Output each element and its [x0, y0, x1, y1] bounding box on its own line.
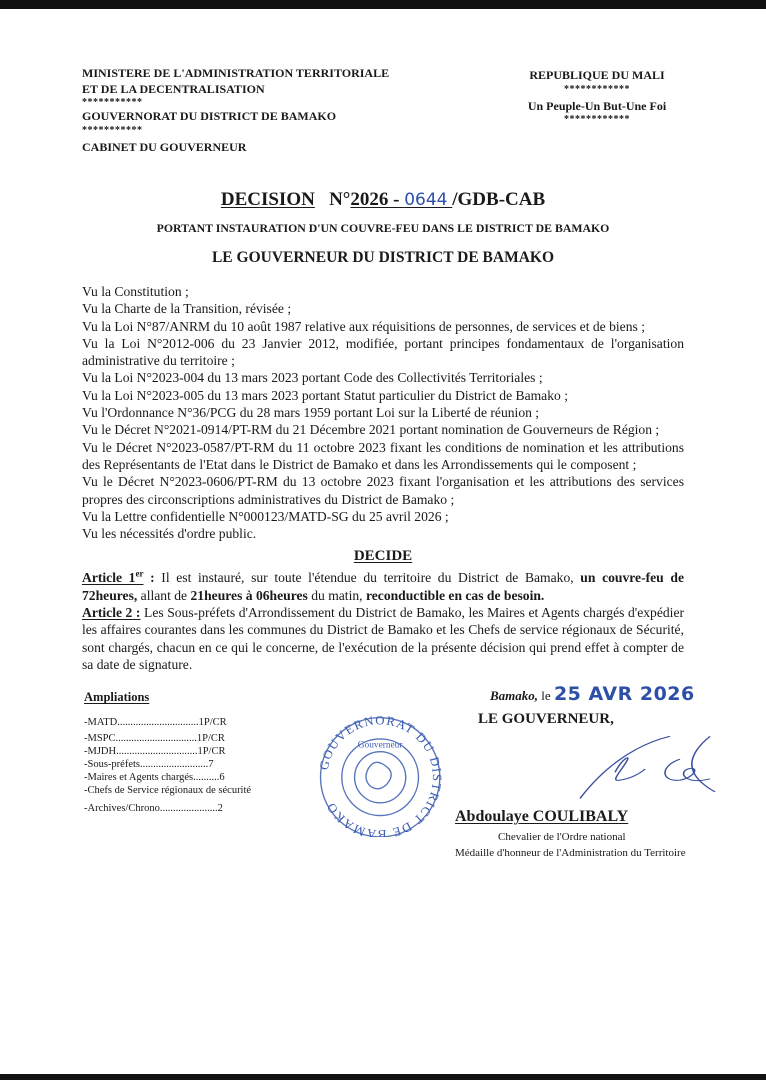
cabinet: CABINET DU GOUVERNEUR: [82, 139, 247, 154]
ministry: MINISTERE DE L'ADMINISTRATION TERRITORIALE: [82, 66, 390, 80]
article-2-label: Article 2 :: [82, 605, 141, 621]
handwritten-signature: [560, 733, 730, 805]
authority-heading: LE GOUVERNEUR DU DISTRICT DE BAMAKO: [211, 249, 555, 266]
article-2: [82, 604, 684, 673]
dots: ..........................: [140, 759, 209, 771]
name: -MATD: [84, 717, 118, 729]
bottom-border: [0, 1074, 766, 1080]
consideration: Vu la Loi N°87/ANRM du 10 août 1987 relative aux réquisitions de personnes, de services et de biens ;: [82, 318, 645, 334]
number-prefix: N°: [329, 189, 351, 210]
number-year: 2026 -: [350, 189, 405, 210]
consideration: Vu la Loi N°2023-004 du 13 mars 2023 portant Code des Collectivités Territoriales ;: [82, 370, 543, 386]
ampliation-row: [84, 802, 304, 815]
dots: ..........: [193, 772, 220, 784]
ampliation-row: [84, 758, 304, 771]
text: allant de: [137, 587, 191, 603]
article-1-colon: :: [143, 570, 155, 586]
signatory-name-text: Abdoulaye COULIBALY: [455, 808, 629, 826]
document-body: [82, 0, 695, 873]
separator: ***********: [82, 97, 143, 108]
text: Il est instauré, sur toute l'étendue du territoire du District de Bamako,: [154, 570, 581, 586]
consideration: Vu les nécessités d'ordre public.: [82, 526, 257, 542]
name: -Archives/Chrono: [84, 803, 160, 815]
governorate: GOUVERNORAT DU DISTRICT DE BAMAKO: [82, 109, 337, 123]
dots: ...............................: [115, 733, 197, 745]
name: -MJDH: [84, 746, 117, 758]
text: du matin,: [307, 587, 366, 603]
ampliation-row: [84, 716, 304, 729]
consideration: Vu la Lettre confidentielle N°000123/MATD-SG du 25 avril 2026 ;: [82, 508, 449, 524]
stamp-inner-text: Gouverneur: [357, 740, 403, 751]
decision-word: DECISION: [220, 189, 315, 210]
separator: ************: [564, 83, 630, 95]
consideration: Vu le Décret N°2023-0606/PT-RM du 13 octobre 2023 fixant l'organisation et les attributions des services propres des circonscriptions administratives du District de Bamako ;: [82, 474, 684, 507]
value: 1P/CR: [198, 717, 227, 729]
stamp-outer-text: GOUVERNORAT DU DISTRICT DE BAMAKO: [316, 713, 445, 838]
consideration: Vu le Décret N°2023-0587/PT-RM du 11 octobre 2023 fixant les conditions de nomination et les attributions des Représentants de l'Etat dans le District de Bamako et dans les Arrondissements qui le composent ;: [82, 439, 684, 472]
articles: [82, 569, 684, 673]
decision-subject: PORTANT INSTAURATION D'UN COUVRE-FEU DANS LE DISTRICT DE BAMAKO: [156, 221, 610, 235]
decide-heading: [82, 547, 684, 565]
article-1: [82, 569, 684, 604]
consideration: Vu la Constitution ;: [82, 284, 189, 299]
ampliations-title-text: Ampliations: [84, 690, 150, 705]
republic: REPUBLIQUE DU MALI: [529, 68, 665, 82]
text: Les Sous-préfets d'Arrondissement du District de Bamako, les Maires et Agents chargés d'expédier les affaires courantes dans les communes du District de Bamako et les Chefs de service régionaux de Sécurité, sont chargés, chacun en ce qui le concerne, de l'exécution de la présente décision qui prend effet à compter de sa date de signature.: [82, 605, 685, 672]
value: 7: [208, 759, 214, 771]
signatory-name: [455, 807, 628, 826]
ampliation-row: [84, 745, 304, 758]
signatory-role: LE GOUVERNEUR,: [478, 711, 614, 728]
name: -Maires et Agents chargés: [84, 772, 194, 784]
place: Bamako,: [490, 688, 539, 704]
ampliation-row: [84, 771, 304, 784]
consideration: Vu la Loi N°2023-005 du 13 mars 2023 portant Statut particulier du District de Bamako ;: [82, 387, 568, 403]
name: -MSPC: [84, 733, 116, 745]
text-bold: reconductible en cas de besoin.: [365, 587, 545, 603]
distinction-1: Chevalier de l'Ordre national: [498, 831, 626, 844]
official-stamp: [312, 709, 450, 837]
separator: ***********: [82, 124, 143, 136]
ampliation-row: [84, 784, 304, 797]
text-bold: un couvre-feu de 72heures,: [82, 570, 684, 603]
dots: ...............................: [117, 717, 199, 729]
number-suffix: /GDB-CAB: [452, 189, 546, 210]
dots: ......................: [159, 803, 218, 815]
date-stamp: 25 AVR 2026: [553, 683, 695, 706]
closing-section: [0, 683, 766, 873]
svg-text:GOUVERNORAT DU DISTRICT DE BAM: [317, 714, 444, 838]
consideration: Vu la Loi N°2012-006 du 23 Janvier 2012, modifiée, portant principes fondamentaux de l'organisation administrative du territoire ;: [82, 335, 684, 369]
handwritten-number: 0644: [404, 190, 448, 210]
value: 1P/CR: [196, 733, 225, 745]
ampliations-title: [84, 690, 149, 705]
value: 1P/CR: [197, 746, 226, 758]
consideration: Vu le Décret N°2021-0914/PT-RM du 21 Décembre 2021 portant nomination de Gouverneurs de Région ;: [82, 422, 660, 438]
article-1-sup: er: [135, 568, 144, 579]
ministry-line2: ET DE LA DECENTRALISATION: [82, 81, 265, 96]
consideration: Vu la Charte de la Transition, révisée ;: [82, 301, 292, 317]
signature-date: [490, 683, 695, 707]
text-bold: 21heures à 06heures: [190, 587, 308, 603]
considerations: [82, 283, 684, 542]
name: -Sous-préfets: [84, 759, 140, 771]
motto: Un Peuple-Un But-Une Foi: [527, 98, 667, 113]
article-1-label: Article 1: [82, 570, 136, 586]
ampliations-list: [84, 716, 304, 815]
separator: ************: [564, 114, 630, 125]
value: 6: [219, 772, 225, 784]
ampliation-row: [84, 732, 304, 745]
decide-text: DECIDE: [353, 548, 413, 565]
name: -Chefs de Service régionaux de sécurité: [84, 785, 252, 797]
le: le: [538, 688, 554, 704]
consideration: Vu l'Ordonnance N°36/PCG du 28 mars 1959 portant Loi sur la Liberté de réunion ;: [82, 405, 540, 421]
value: 2: [217, 803, 223, 815]
dots: ...............................: [116, 746, 198, 758]
distinction-2: Médaille d'honneur de l'Administration du Territoire: [455, 847, 686, 860]
